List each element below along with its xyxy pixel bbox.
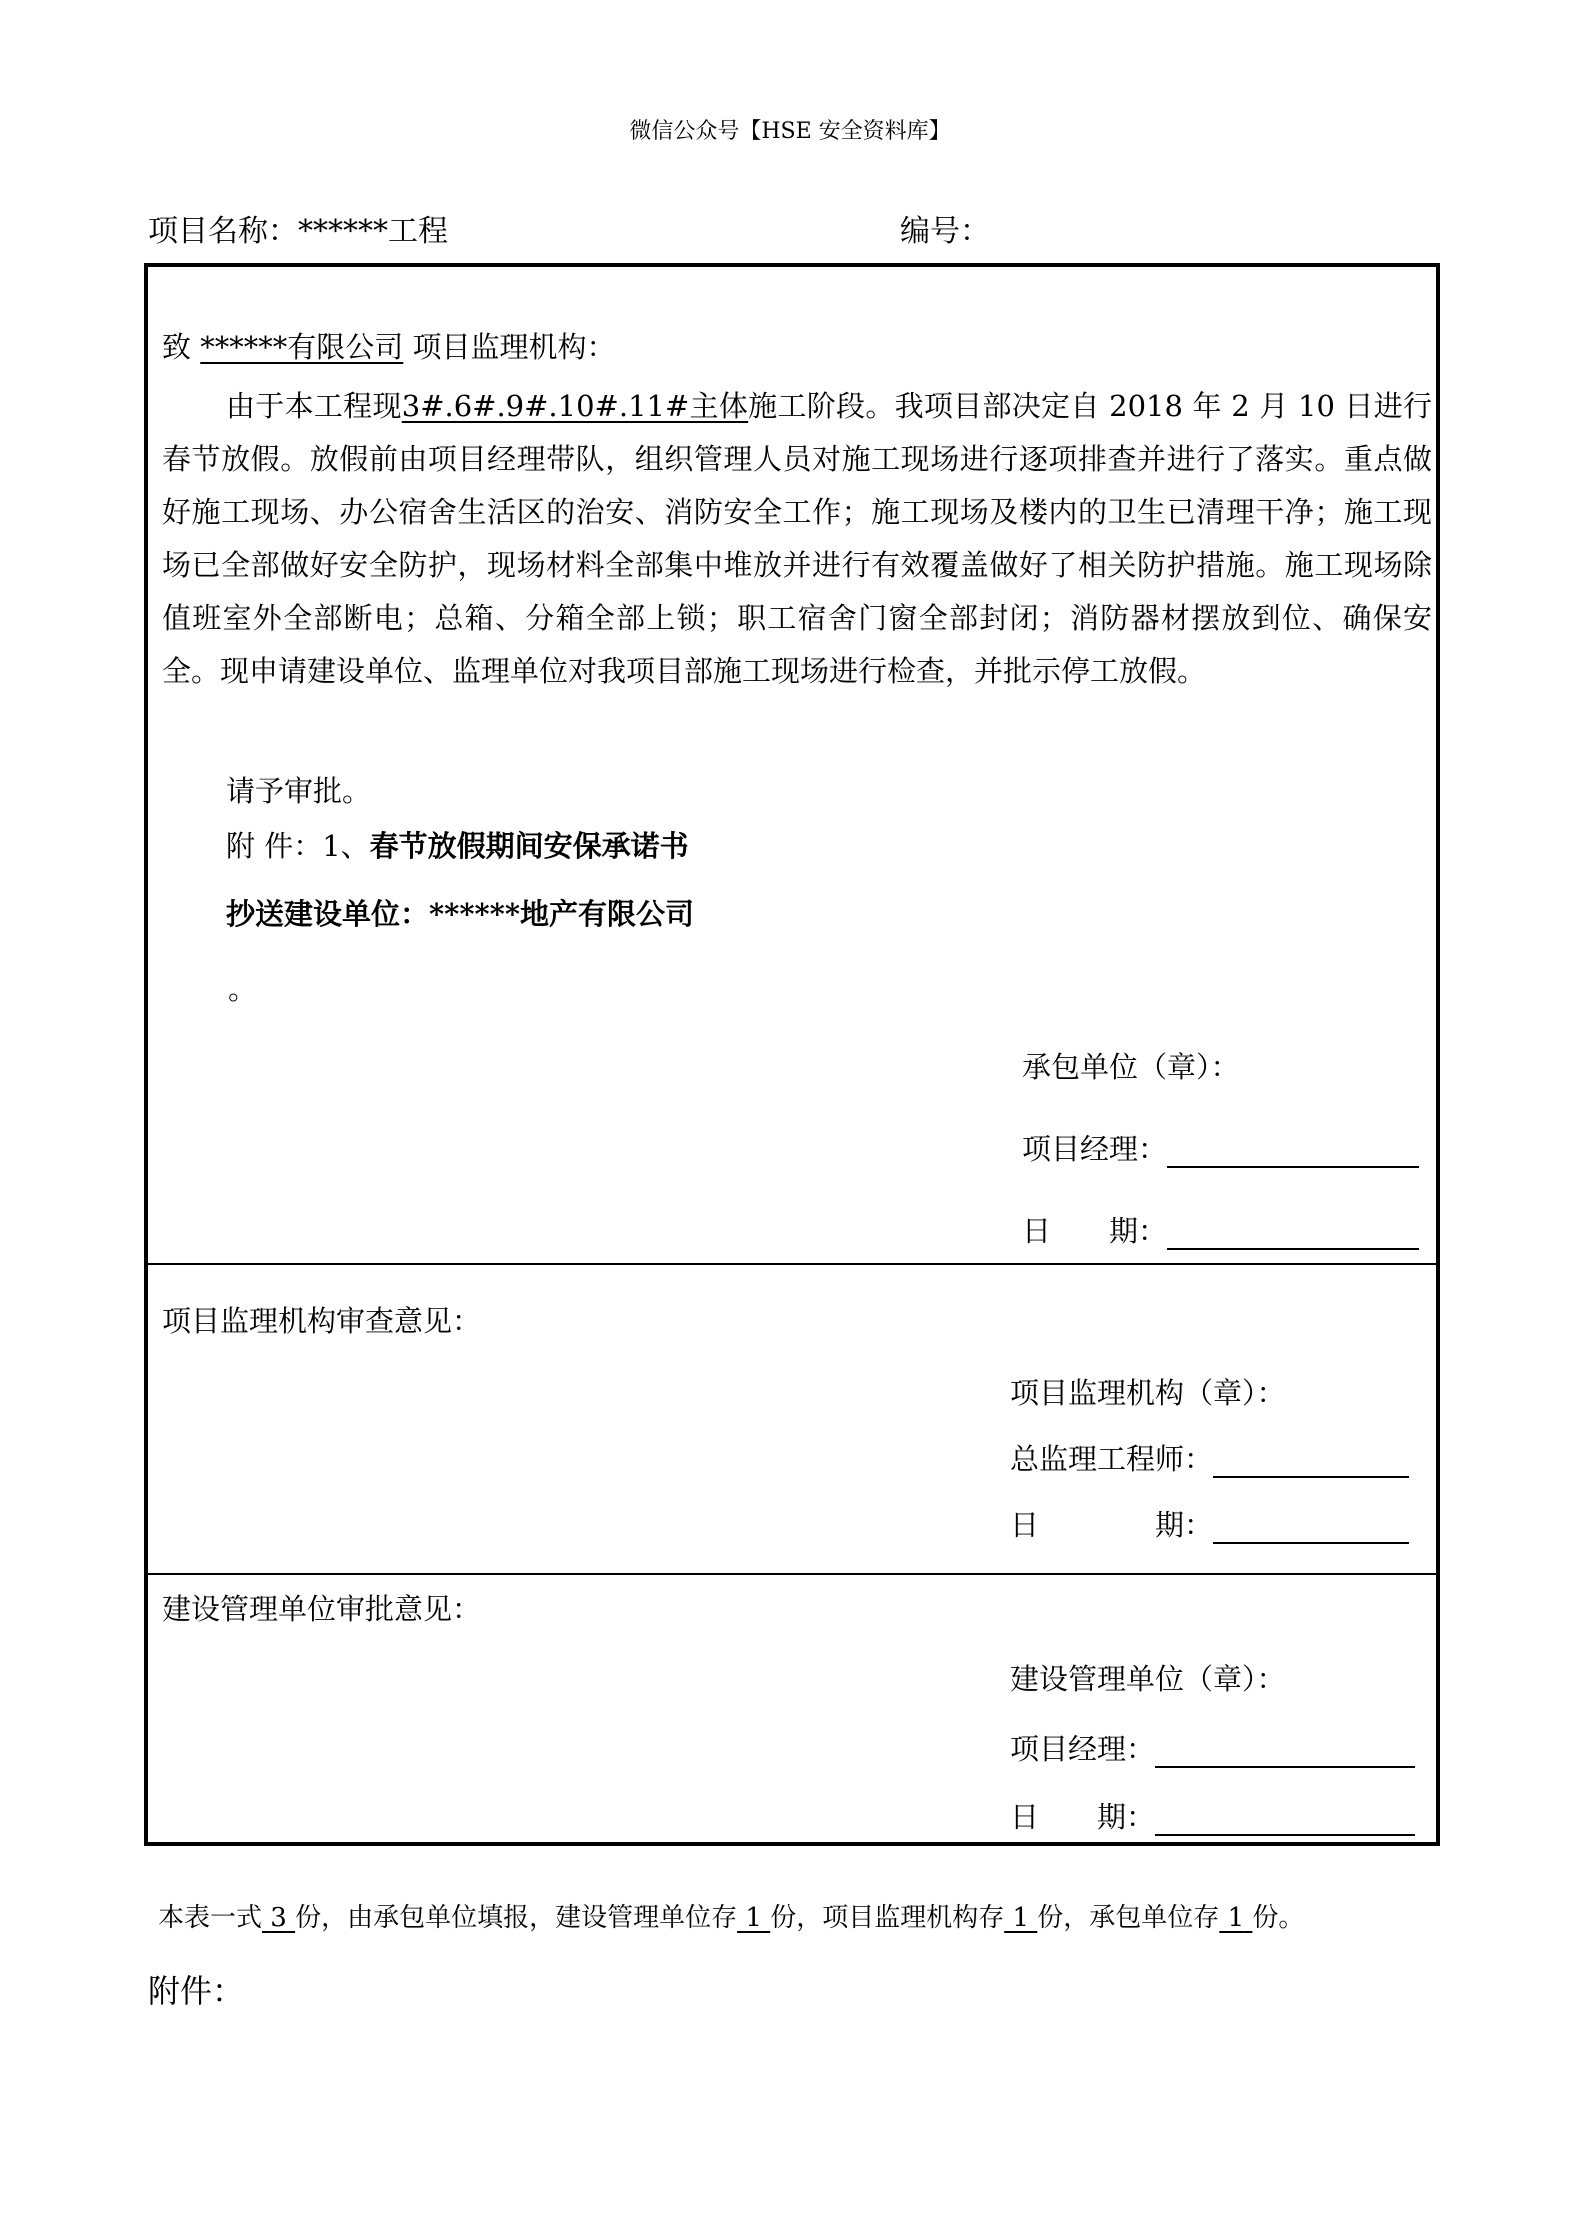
footer-note	[158, 1897, 1304, 1934]
contractor-date-row	[1022, 1209, 1419, 1250]
supervision-engineer-signature-line[interactable]	[1213, 1446, 1409, 1478]
project-name-label: 项目名称：	[148, 214, 298, 249]
copies-total: 3	[270, 1903, 287, 1933]
footer-part: 份。	[1252, 1903, 1305, 1933]
attachment-label: 附 件：1、	[226, 829, 370, 863]
owner-pm-row	[1010, 1727, 1415, 1768]
copies-supervision: 1	[1012, 1903, 1030, 1933]
addressee-line	[162, 325, 615, 366]
supervision-date-row	[1010, 1503, 1409, 1544]
body-buildings: 3#.6#.9#.10#.11#主体	[401, 389, 749, 423]
copies-owner: 1	[745, 1903, 762, 1933]
to-suffix: 项目监理机构：	[412, 330, 616, 364]
copies-contractor: 1	[1227, 1903, 1245, 1933]
owner-date-line[interactable]	[1155, 1804, 1415, 1836]
contractor-seal-label: 承包单位（章）：	[1022, 1050, 1240, 1084]
footer-part: 本表一式	[158, 1903, 263, 1933]
owner-seal-label: 建设管理单位（章）：	[1010, 1662, 1286, 1696]
body-rest: 施工阶段。我项目部决定自 2018 年 2 月 10 日进行春节放假。放假前由项目经理带队，组织管理人员对施工现场进行逐项排查并进行了落实。重点做好施工现场、办公宿舍生活区的治安、消防安全工作；施工现场及楼内的卫生已清理干净；施工现场已全部做好安全防护，现场材料全部集中堆放并进行有效覆盖做好了相关防护措施。施工现场除值班室外全部断电；总箱、分箱全部上锁；职工宿舍门窗全部封闭；消防器材摆放到位、确保安全。现申请建设单位、监理单位对我项目部施工现场进行检查，并批示停工放假。	[162, 389, 1432, 688]
header-note: 微信公众号【HSE 安全资料库】	[629, 119, 951, 144]
application-body	[162, 380, 1432, 698]
footer-part: 份，由承包单位填报，建设管理单位存	[295, 1903, 738, 1933]
supervision-title: 项目监理机构审查意见：	[162, 1304, 482, 1338]
footer-part: 份，承包单位存	[1037, 1903, 1220, 1933]
attachment-value: 春节放假期间安保承诺书	[369, 829, 689, 863]
contractor-date-line[interactable]	[1167, 1218, 1419, 1250]
project-name-value: ******工程	[298, 214, 448, 249]
to-company: ******有限公司	[200, 330, 404, 364]
section-divider	[148, 1263, 1436, 1265]
owner-pm-label: 项目经理：	[1010, 1732, 1156, 1766]
supervision-engineer-row	[1010, 1437, 1409, 1478]
footer-part: 份，项目监理机构存	[770, 1903, 1005, 1933]
attachment-line	[226, 824, 689, 865]
contractor-pm-signature-line[interactable]	[1167, 1136, 1419, 1168]
supervision-engineer-label: 总监理工程师：	[1010, 1442, 1214, 1476]
owner-pm-signature-line[interactable]	[1155, 1736, 1415, 1768]
owner-date-row	[1010, 1795, 1415, 1836]
contractor-pm-row	[1022, 1127, 1419, 1168]
supervision-seal-label: 项目监理机构（章）：	[1010, 1376, 1286, 1410]
attachment-heading: 附件：	[148, 1972, 245, 2010]
owner-date-label: 日 期：	[1010, 1800, 1156, 1834]
owner-title: 建设管理单位审批意见：	[162, 1592, 482, 1626]
project-number-label: 编号：	[900, 214, 990, 249]
dot-mark: 。	[228, 972, 258, 1006]
application-form	[144, 263, 1440, 1846]
body-pre: 由于本工程现	[226, 389, 402, 423]
supervision-date-line[interactable]	[1213, 1512, 1409, 1544]
to-prefix: 致	[162, 330, 192, 364]
section-divider	[148, 1573, 1436, 1575]
supervision-date-label: 日 期：	[1010, 1508, 1214, 1542]
request-text: 请予审批。	[226, 774, 372, 808]
contractor-pm-label: 项目经理：	[1022, 1132, 1168, 1166]
contractor-date-label: 日 期：	[1022, 1214, 1168, 1248]
cc-line: 抄送建设单位：******地产有限公司	[226, 897, 694, 931]
project-name	[148, 206, 448, 250]
